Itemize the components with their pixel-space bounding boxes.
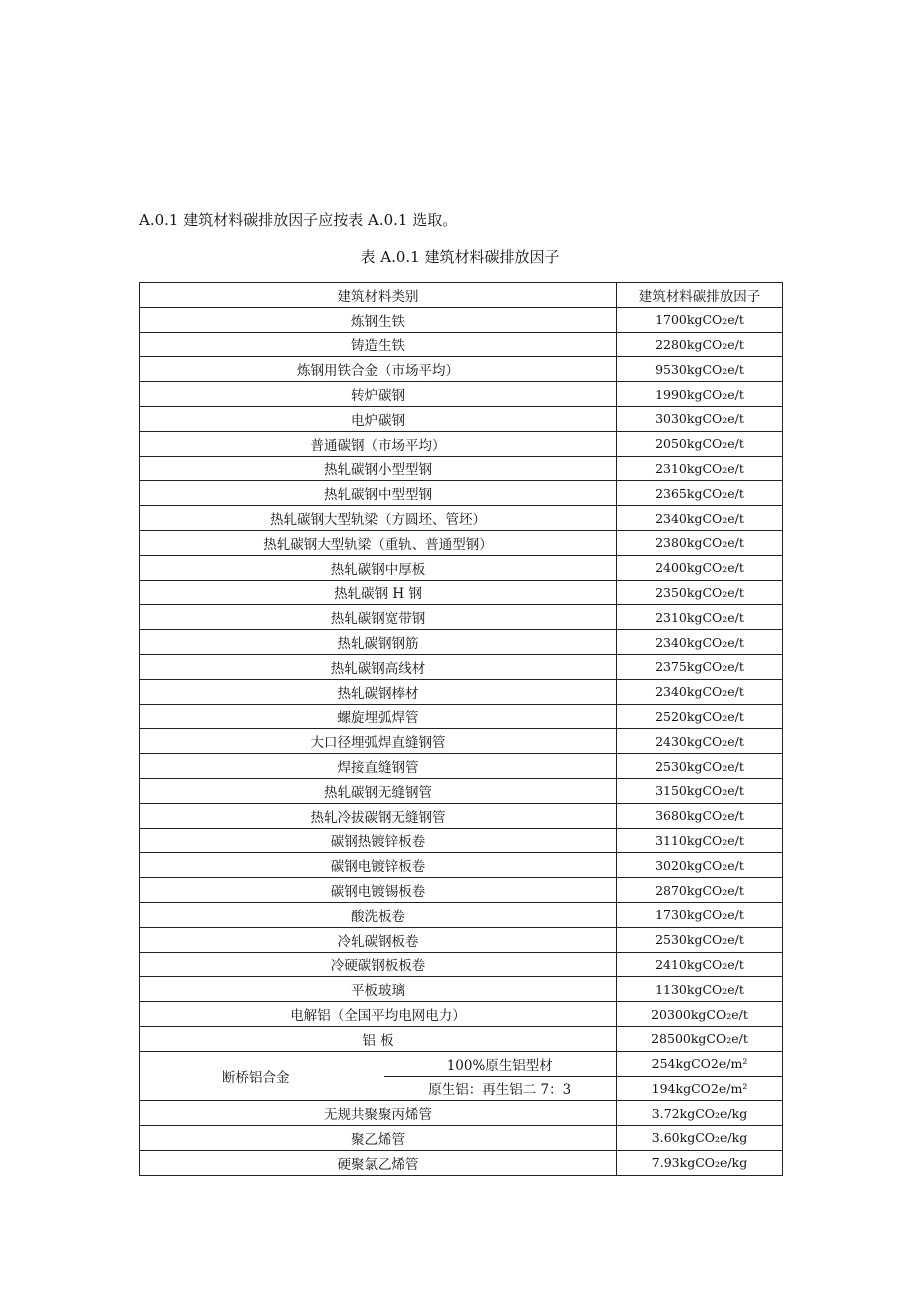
factor-cell: 2050kgCO₂e/t (617, 431, 783, 456)
material-cell: 铝 板 (140, 1026, 617, 1051)
table-row (140, 580, 783, 605)
factor-cell: 1730kgCO₂e/t (617, 902, 783, 927)
factor-cell: 2380kgCO₂e/t (617, 530, 783, 555)
factor-cell: 1700kgCO₂e/t (617, 307, 783, 332)
table-row (140, 803, 783, 828)
table-row (140, 778, 783, 803)
material-cell: 热轧碳钢中厚板 (140, 555, 617, 580)
material-cell: 热轧碳钢钢筋 (140, 630, 617, 655)
factor-cell: 9530kgCO₂e/t (617, 357, 783, 382)
factor-cell: 2310kgCO₂e/t (617, 605, 783, 630)
table-row (140, 1126, 783, 1151)
material-cell: 热轧碳钢小型型钢 (140, 456, 617, 481)
material-cell: 炼钢用铁合金（市场平均） (140, 357, 617, 382)
material-cell: 热轧碳钢无缝钢管 (140, 778, 617, 803)
material-cell: 普通碳钢（市场平均） (140, 431, 617, 456)
material-cell: 螺旋埋弧焊管 (140, 704, 617, 729)
factor-cell: 1130kgCO₂e/t (617, 977, 783, 1002)
table-row (140, 630, 783, 655)
table-caption: 表 A.0.1 建筑材料碳排放因子 (360, 248, 560, 266)
intro-paragraph: A.0.1 建筑材料碳排放因子应按表 A.0.1 选取。 (139, 211, 458, 229)
table-row (140, 1051, 783, 1076)
factor-cell: 3030kgCO₂e/t (617, 406, 783, 431)
table-row (140, 704, 783, 729)
material-cell: 平板玻璃 (140, 977, 617, 1002)
table-row (140, 828, 783, 853)
factor-cell: 2340kgCO₂e/t (617, 630, 783, 655)
table-row (140, 431, 783, 456)
table-row (140, 307, 783, 332)
table-row (140, 506, 783, 531)
table-row (140, 853, 783, 878)
factor-cell: 2530kgCO₂e/t (617, 754, 783, 779)
material-cell: 冷硬碳钢板板卷 (140, 952, 617, 977)
table-row (140, 977, 783, 1002)
factor-cell: 2350kgCO₂e/t (617, 580, 783, 605)
factor-cell: 2340kgCO₂e/t (617, 679, 783, 704)
material-cell: 电解铝（全国平均电网电力） (140, 1002, 617, 1027)
table-row (140, 406, 783, 431)
table-row (140, 654, 783, 679)
material-cell: 碳钢热镀锌板卷 (140, 828, 617, 853)
factor-cell: 1990kgCO₂e/t (617, 382, 783, 407)
factor-cell: 194kgCO2e/m² (617, 1076, 783, 1101)
factor-cell: 3.60kgCO₂e/kg (617, 1126, 783, 1151)
table-row (140, 878, 783, 903)
material-cell: 电炉碳钢 (140, 406, 617, 431)
factor-cell: 2530kgCO₂e/t (617, 927, 783, 952)
material-cell: 热轧碳钢大型轨梁（重轨、普通型钢） (140, 530, 617, 555)
material-cell: 硬聚氯乙烯管 (140, 1150, 617, 1175)
material-cell: 热轧碳钢棒材 (140, 679, 617, 704)
material-cell: 热轧碳钢高线材 (140, 654, 617, 679)
table-row (140, 754, 783, 779)
factor-cell: 3150kgCO₂e/t (617, 778, 783, 803)
table-row (140, 902, 783, 927)
material-cell: 热轧冷拔碳钢无缝钢管 (140, 803, 617, 828)
material-cell: 热轧碳钢宽带钢 (140, 605, 617, 630)
table-row (140, 555, 783, 580)
factor-cell: 3.72kgCO₂e/kg (617, 1101, 783, 1126)
material-cell: 大口径埋弧焊直缝钢管 (140, 729, 617, 754)
table-row (140, 382, 783, 407)
group-label-cell: 断桥铝合金 (140, 1051, 384, 1101)
sub-material-cell: 100%原生铝型材 (384, 1051, 617, 1076)
table-row (140, 357, 783, 382)
table-row (140, 729, 783, 754)
factor-cell: 7.93kgCO₂e/kg (617, 1150, 783, 1175)
table-row (140, 1101, 783, 1126)
material-cell: 炼钢生铁 (140, 307, 617, 332)
material-cell: 铸造生铁 (140, 332, 617, 357)
table-header-row (140, 283, 783, 308)
factor-cell: 254kgCO2e/m² (617, 1051, 783, 1076)
material-cell: 碳钢电镀锌板卷 (140, 853, 617, 878)
factor-cell: 2410kgCO₂e/t (617, 952, 783, 977)
factor-cell: 2340kgCO₂e/t (617, 506, 783, 531)
factor-cell: 2310kgCO₂e/t (617, 456, 783, 481)
material-cell: 无规共聚聚丙烯管 (140, 1101, 617, 1126)
material-cell: 酸洗板卷 (140, 902, 617, 927)
material-cell: 转炉碳钢 (140, 382, 617, 407)
material-cell: 热轧碳钢中型型钢 (140, 481, 617, 506)
factor-cell: 2375kgCO₂e/t (617, 654, 783, 679)
material-cell: 热轧碳钢大型轨梁（方圆坯、管坯） (140, 506, 617, 531)
emission-factor-table (139, 282, 783, 1176)
factor-cell: 2280kgCO₂e/t (617, 332, 783, 357)
table-row (140, 605, 783, 630)
factor-cell: 3680kgCO₂e/t (617, 803, 783, 828)
factor-cell: 2430kgCO₂e/t (617, 729, 783, 754)
factor-cell: 2365kgCO₂e/t (617, 481, 783, 506)
header-factor: 建筑材料碳排放因子 (617, 283, 783, 308)
table-row (140, 679, 783, 704)
material-cell: 焊接直缝钢管 (140, 754, 617, 779)
material-cell: 聚乙烯管 (140, 1126, 617, 1151)
table-row (140, 1150, 783, 1175)
table-row (140, 1026, 783, 1051)
factor-cell: 2520kgCO₂e/t (617, 704, 783, 729)
table-row (140, 530, 783, 555)
table-row (140, 332, 783, 357)
table-row (140, 481, 783, 506)
factor-cell: 20300kgCO₂e/t (617, 1002, 783, 1027)
header-material: 建筑材料类别 (140, 283, 617, 308)
table-row (140, 952, 783, 977)
table-row (140, 456, 783, 481)
material-cell: 热轧碳钢 H 钢 (140, 580, 617, 605)
factor-cell: 3020kgCO₂e/t (617, 853, 783, 878)
material-cell: 冷轧碳钢板卷 (140, 927, 617, 952)
table-row (140, 1002, 783, 1027)
material-cell: 碳钢电镀锡板卷 (140, 878, 617, 903)
factor-cell: 3110kgCO₂e/t (617, 828, 783, 853)
sub-material-cell: 原生铝：再生铝二 7：3 (384, 1076, 617, 1101)
factor-cell: 2400kgCO₂e/t (617, 555, 783, 580)
table-row (140, 927, 783, 952)
factor-cell: 28500kgCO₂e/t (617, 1026, 783, 1051)
factor-cell: 2870kgCO₂e/t (617, 878, 783, 903)
